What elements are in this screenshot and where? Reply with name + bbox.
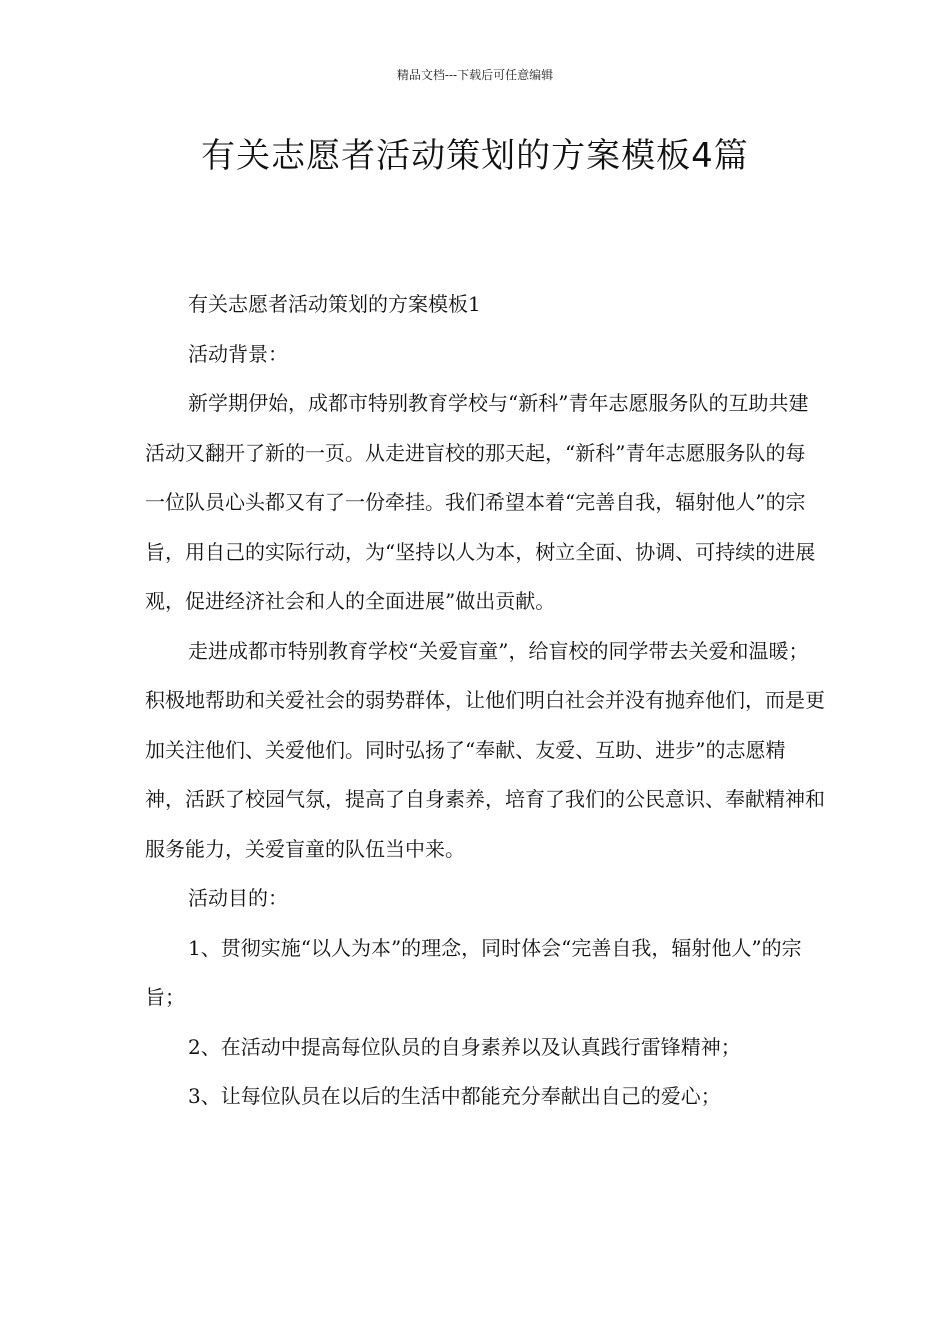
- section-heading: 有关志愿者活动策划的方案模板1: [188, 292, 481, 316]
- purpose-item-1: 1、贯彻实施“以人为本”的理念，同时体会“完善自我，辐射他人”的宗旨；: [145, 935, 802, 1009]
- subheading-background: 活动背景：: [188, 341, 288, 366]
- paragraph-background-2: 走进成都市特别教育学校“关爱盲童”，给盲校的同学带去关爱和温暖；积极地帮助和关爱社会的弱势群体，让他们明白社会并没有抛弃他们，而是更加关注他们、关爱他们。同时弘扬了“奉献、友爱、互助、进步”的志愿精神，活跃了校园气氛，提高了自身素养，培育了我们的公民意识、奉献精神和服务能力，关爱盲童的队伍当中来。: [145, 638, 825, 861]
- paragraph-background-1: 新学期伊始，成都市特别教育学校与“新科”青年志愿服务队的互助共建活动又翻开了新的一页。从走进盲校的那天起，“新科”青年志愿服务队的每一位队员心头都又有了一份牵挂。我们希望本着“完善自我，辐射他人”的宗旨，用自己的实际行动，为“坚持以人为本，树立全面、协调、可持续的进展观，促进经济社会和人的全面进展”做出贡献。: [145, 391, 816, 613]
- purpose-item-2: 2、在活动中提高每位队员的自身素养以及认真践行雷锋精神；: [188, 1034, 741, 1059]
- document-title: 有关志愿者活动策划的方案模板4篇: [201, 136, 749, 176]
- document-body: [145, 280, 825, 1122]
- header-note: 精品文档---下载后可任意编辑: [396, 68, 554, 82]
- subheading-purpose: 活动目的：: [188, 886, 288, 910]
- purpose-item-3: 3、让每位队员在以后的生活中都能充分奉献出自己的爱心；: [188, 1084, 721, 1108]
